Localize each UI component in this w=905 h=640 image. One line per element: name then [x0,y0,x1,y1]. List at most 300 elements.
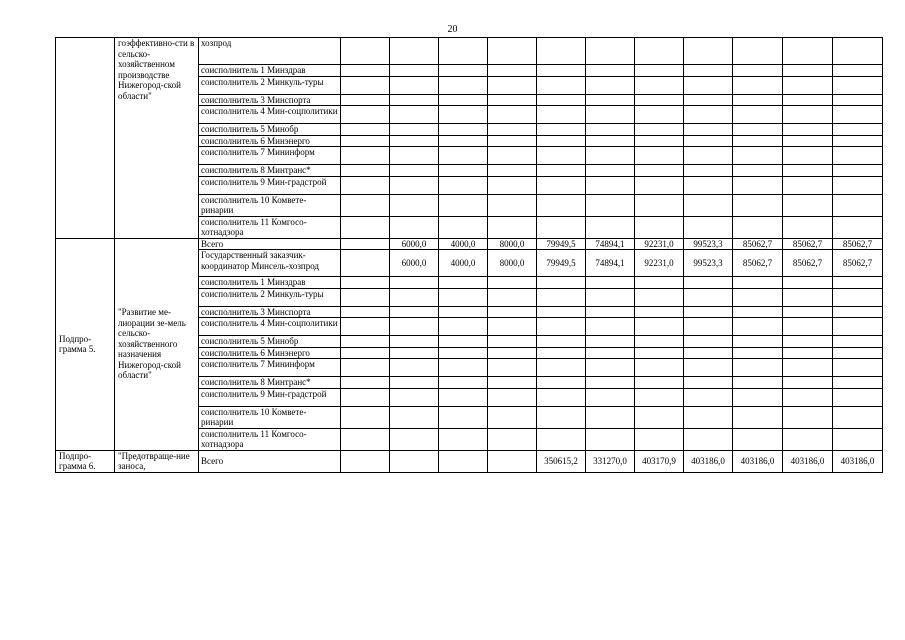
value-cell [439,38,488,65]
value-cell [733,428,783,450]
value-cell [390,336,439,348]
value-cell [586,94,635,106]
value-cell [488,277,537,289]
value-cell [684,347,733,359]
value-cell [537,388,586,406]
executor-label-cell: соисполнитель 10 Комвете-ринарии [199,406,341,428]
value-cell [341,194,390,216]
value-cell [390,288,439,306]
executor-label-cell: соисполнитель 8 Минтранс* [199,377,341,389]
value-cell [439,377,488,389]
value-cell [537,318,586,336]
value-cell [783,406,833,428]
value-cell [783,347,833,359]
value-cell [783,176,833,194]
value-cell [783,65,833,77]
value-cell [783,306,833,318]
value-cell [833,65,883,77]
value-cell: 99523,3 [684,238,733,250]
value-cell [439,94,488,106]
value-cell [488,288,537,306]
program-name-cell: "Развитие ме-лиорации зе-мель сельско-хозяйственного назначения Нижегород-ской области" [115,238,199,450]
executor-label-cell: соисполнитель 7 Мининформ [199,147,341,165]
value-cell [586,277,635,289]
value-cell [439,194,488,216]
value-cell [586,318,635,336]
value-cell [586,147,635,165]
value-cell [341,377,390,389]
value-cell [833,288,883,306]
value-cell [733,65,783,77]
executor-label-cell: соисполнитель 2 Минкуль-туры [199,288,341,306]
value-cell [488,216,537,238]
value-cell [439,165,488,177]
executor-label-cell: соисполнитель 8 Минтранс* [199,165,341,177]
value-cell [390,450,439,472]
value-cell: 6000,0 [390,250,439,277]
value-cell [390,406,439,428]
executor-label-cell: соисполнитель 3 Минспорта [199,306,341,318]
value-cell [833,388,883,406]
value-cell [439,336,488,348]
value-cell [783,94,833,106]
value-cell [833,277,883,289]
value-cell [390,388,439,406]
executor-label-cell: соисполнитель 11 Комгосо-хотнадзора [199,428,341,450]
value-cell [733,277,783,289]
value-cell [733,377,783,389]
value-cell [783,38,833,65]
value-cell [488,450,537,472]
value-cell [783,135,833,147]
value-cell [439,76,488,94]
value-cell [586,76,635,94]
value-cell [684,65,733,77]
value-cell [635,176,684,194]
value-cell [439,176,488,194]
value-cell [833,359,883,377]
value-cell [586,428,635,450]
value-cell: 92231,0 [635,238,684,250]
value-cell [635,428,684,450]
value-cell [488,165,537,177]
value-cell [390,347,439,359]
value-cell [537,406,586,428]
value-cell [488,65,537,77]
value-cell [341,176,390,194]
budget-table [55,37,883,473]
executor-label-cell: Всего [199,238,341,250]
value-cell [439,65,488,77]
value-cell: 331270,0 [586,450,635,472]
value-cell [833,94,883,106]
value-cell [439,306,488,318]
value-cell [783,147,833,165]
value-cell [783,288,833,306]
value-cell [537,216,586,238]
value-cell [488,377,537,389]
value-cell [635,76,684,94]
value-cell [439,216,488,238]
page-number: 20 [447,24,458,35]
value-cell [733,288,783,306]
value-cell [488,347,537,359]
value-cell [586,347,635,359]
executor-label-cell: соисполнитель 6 Минэнерго [199,347,341,359]
value-cell [733,306,783,318]
value-cell [684,318,733,336]
value-cell [586,336,635,348]
value-cell [833,106,883,124]
value-cell [390,124,439,136]
value-cell [488,388,537,406]
executor-label-cell: соисполнитель 9 Мин-градстрой [199,176,341,194]
value-cell: 403186,0 [684,450,733,472]
value-cell: 350615,2 [537,450,586,472]
value-cell [439,428,488,450]
value-cell [439,388,488,406]
value-cell [684,124,733,136]
value-cell [341,388,390,406]
program-name-cell: "Предотвраще-ние заноса, [115,450,199,472]
value-cell [783,216,833,238]
value-cell [439,347,488,359]
value-cell [488,306,537,318]
value-cell [833,38,883,65]
value-cell [537,106,586,124]
value-cell [733,336,783,348]
value-cell [684,38,733,65]
program-cell [56,38,115,239]
value-cell [733,318,783,336]
value-cell [537,94,586,106]
value-cell: 403186,0 [833,450,883,472]
value-cell [833,176,883,194]
value-cell [833,124,883,136]
value-cell [586,359,635,377]
value-cell [733,94,783,106]
value-cell [537,288,586,306]
value-cell [390,428,439,450]
value-cell [341,216,390,238]
value-cell [635,94,684,106]
value-cell: 4000,0 [439,238,488,250]
value-cell [341,288,390,306]
value-cell [586,135,635,147]
value-cell [733,359,783,377]
value-cell [733,76,783,94]
table-body [56,38,883,473]
value-cell [341,347,390,359]
value-cell [439,450,488,472]
value-cell [733,135,783,147]
executor-label-cell: соисполнитель 10 Комвете-ринарии [199,194,341,216]
value-cell [684,176,733,194]
value-cell [439,147,488,165]
value-cell [341,135,390,147]
value-cell [733,347,783,359]
value-cell: 79949,5 [537,250,586,277]
value-cell [537,359,586,377]
executor-label-cell: хозпрод [199,38,341,65]
value-cell [537,124,586,136]
value-cell [341,165,390,177]
value-cell [390,94,439,106]
value-cell [341,106,390,124]
value-cell [537,135,586,147]
value-cell [390,65,439,77]
value-cell [684,288,733,306]
value-cell [733,165,783,177]
value-cell [341,65,390,77]
value-cell [439,277,488,289]
value-cell [537,306,586,318]
executor-label-cell: Государственный заказчик-координатор Минсель-хозпрод [199,250,341,277]
value-cell [833,406,883,428]
value-cell [390,377,439,389]
value-cell [833,377,883,389]
value-cell [635,135,684,147]
value-cell [635,288,684,306]
executor-label-cell: соисполнитель 1 Минздрав [199,65,341,77]
value-cell [439,359,488,377]
value-cell [733,216,783,238]
value-cell [341,428,390,450]
value-cell [488,359,537,377]
value-cell [341,76,390,94]
value-cell [341,306,390,318]
value-cell [684,194,733,216]
value-cell [439,318,488,336]
value-cell: 85062,7 [783,250,833,277]
value-cell [488,336,537,348]
value-cell [733,194,783,216]
value-cell [833,318,883,336]
executor-label-cell: соисполнитель 7 Мининформ [199,359,341,377]
value-cell [586,38,635,65]
value-cell [390,135,439,147]
value-cell [341,147,390,165]
value-cell [537,76,586,94]
value-cell [635,336,684,348]
value-cell [390,147,439,165]
value-cell [733,176,783,194]
value-cell [537,65,586,77]
executor-label-cell: соисполнитель 4 Мин-соцполитики [199,318,341,336]
value-cell [537,336,586,348]
executor-label-cell: соисполнитель 1 Минздрав [199,277,341,289]
value-cell [684,135,733,147]
value-cell [635,347,684,359]
value-cell [783,377,833,389]
value-cell [488,318,537,336]
value-cell [635,147,684,165]
value-cell [783,336,833,348]
value-cell [586,377,635,389]
value-cell [341,250,390,277]
value-cell [733,106,783,124]
value-cell [537,165,586,177]
table-row [56,450,883,472]
executor-label-cell: соисполнитель 6 Минэнерго [199,135,341,147]
value-cell: 85062,7 [733,238,783,250]
value-cell [635,318,684,336]
value-cell [833,216,883,238]
value-cell [586,194,635,216]
value-cell [635,38,684,65]
value-cell [833,306,883,318]
value-cell [733,124,783,136]
value-cell: 6000,0 [390,238,439,250]
value-cell [488,106,537,124]
value-cell [635,65,684,77]
value-cell [390,306,439,318]
value-cell [488,38,537,65]
value-cell [341,406,390,428]
value-cell [488,124,537,136]
value-cell [390,277,439,289]
value-cell [390,106,439,124]
value-cell [390,216,439,238]
value-cell [684,388,733,406]
value-cell [390,165,439,177]
executor-label-cell: соисполнитель 4 Мин-соцполитики [199,106,341,124]
value-cell [439,135,488,147]
value-cell [635,106,684,124]
value-cell [635,124,684,136]
value-cell [439,106,488,124]
value-cell [635,388,684,406]
value-cell [341,359,390,377]
value-cell [684,406,733,428]
value-cell [783,106,833,124]
value-cell [390,38,439,65]
value-cell [586,106,635,124]
value-cell [390,318,439,336]
value-cell [635,377,684,389]
value-cell [390,176,439,194]
value-cell [586,216,635,238]
value-cell [537,147,586,165]
value-cell [586,406,635,428]
value-cell: 403170,9 [635,450,684,472]
value-cell [783,428,833,450]
value-cell [733,388,783,406]
value-cell: 74894,1 [586,238,635,250]
value-cell [684,277,733,289]
value-cell [783,277,833,289]
value-cell [390,359,439,377]
value-cell [684,216,733,238]
value-cell [586,176,635,194]
value-cell [586,288,635,306]
value-cell [733,38,783,65]
value-cell [341,124,390,136]
value-cell [488,94,537,106]
value-cell [684,76,733,94]
value-cell [537,38,586,65]
program-name-cell: гоэффективно-сти в сельско-хозяйственном производстве Нижегород-ской области" [115,38,199,239]
value-cell [488,76,537,94]
value-cell [586,165,635,177]
value-cell [537,176,586,194]
value-cell [833,428,883,450]
value-cell [488,428,537,450]
value-cell [586,124,635,136]
value-cell [635,165,684,177]
value-cell [341,450,390,472]
value-cell [833,165,883,177]
value-cell: 8000,0 [488,250,537,277]
value-cell [783,194,833,216]
value-cell [684,377,733,389]
value-cell [684,94,733,106]
value-cell [684,336,733,348]
executor-label-cell: соисполнитель 5 Минобр [199,336,341,348]
value-cell [390,194,439,216]
value-cell [833,135,883,147]
value-cell [783,76,833,94]
value-cell [833,194,883,216]
value-cell [488,176,537,194]
value-cell [684,165,733,177]
value-cell: 79949,5 [537,238,586,250]
value-cell: 85062,7 [833,250,883,277]
value-cell [341,238,390,250]
value-cell [833,76,883,94]
value-cell [341,38,390,65]
value-cell: 403186,0 [783,450,833,472]
value-cell [635,359,684,377]
value-cell [537,347,586,359]
value-cell [783,165,833,177]
value-cell [390,76,439,94]
executor-label-cell: соисполнитель 2 Минкуль-туры [199,76,341,94]
value-cell [537,194,586,216]
value-cell [833,347,883,359]
value-cell: 403186,0 [733,450,783,472]
value-cell [635,406,684,428]
table-row [56,38,883,65]
value-cell: 4000,0 [439,250,488,277]
value-cell [783,124,833,136]
program-cell: Подпро-грамма 6. [56,450,115,472]
value-cell: 8000,0 [488,238,537,250]
value-cell [488,147,537,165]
value-cell [684,106,733,124]
value-cell: 92231,0 [635,250,684,277]
value-cell [341,318,390,336]
value-cell [783,388,833,406]
value-cell [488,135,537,147]
value-cell [586,306,635,318]
value-cell [439,288,488,306]
value-cell [341,336,390,348]
value-cell [783,359,833,377]
value-cell [586,65,635,77]
value-cell [684,147,733,165]
value-cell [439,406,488,428]
value-cell [439,124,488,136]
value-cell [341,277,390,289]
executor-label-cell: соисполнитель 5 Минобр [199,124,341,136]
value-cell [684,306,733,318]
value-cell [833,147,883,165]
value-cell [783,318,833,336]
program-cell: Подпро-грамма 5. [56,238,115,450]
executor-label-cell: соисполнитель 3 Минспорта [199,94,341,106]
value-cell [488,194,537,216]
